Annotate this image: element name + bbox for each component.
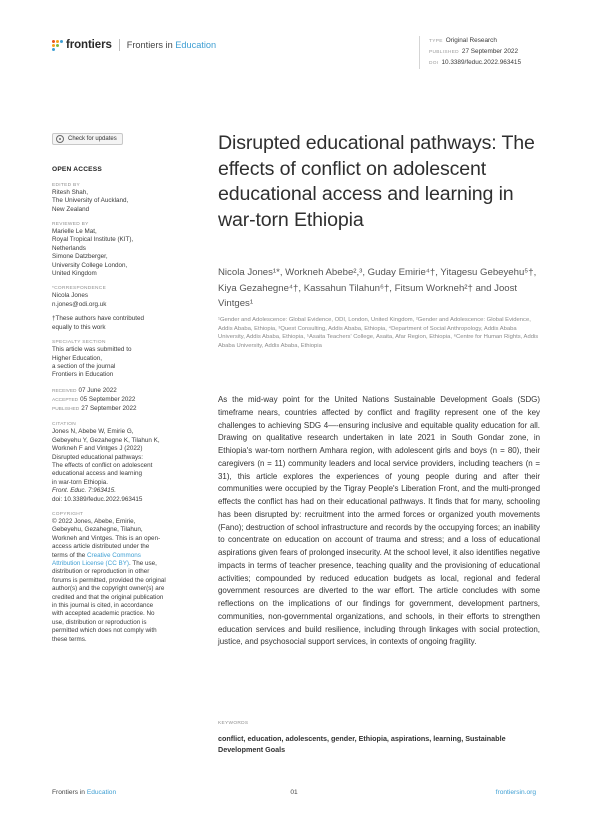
editor-line: New Zealand <box>52 205 90 213</box>
published-date: PUBLISHED 27 September 2022 <box>52 405 137 413</box>
journal-title: Education <box>175 40 217 50</box>
article-meta <box>419 36 543 69</box>
specialty-line: Frontiers in Education <box>52 371 114 379</box>
update-check-icon <box>56 135 64 143</box>
reviewer-line: Netherlands <box>52 244 86 252</box>
meta-published: PUBLISHED 27 September 2022 <box>429 48 519 55</box>
citation-line: educational access and learning <box>52 470 142 478</box>
received-date: RECEIVED 07 June 2022 <box>52 386 117 394</box>
correspondence-section <box>52 285 166 332</box>
check-for-updates-button[interactable] <box>52 133 123 145</box>
specialty-line: This article was submitted to <box>52 346 132 354</box>
dates-section <box>52 387 166 415</box>
article-title: Disrupted educational pathways: The effects of conflict on adolescent educational access and learning in war-torn Ethiopia <box>218 132 535 231</box>
frontiers-logo-icon <box>52 40 63 51</box>
citation-line: Gebeyehu Y, Gezahegne K, Tilahun K, <box>52 436 160 444</box>
citation-doi[interactable]: doi: 10.3389/feduc.2022.963415 <box>52 495 143 503</box>
specialty-label: SPECIALTY SECTION <box>52 340 106 346</box>
meta-doi[interactable]: DOI 10.3389/feduc.2022.963415 <box>429 59 522 66</box>
journal-prefix: Frontiers in <box>126 40 176 50</box>
specialty-line: Higher Education, <box>52 354 103 362</box>
affiliations: ¹Gender and Adolescence: Global Evidence, ODI, London, United Kingdom, ²Gender and Adolescence: Global Evidence, Addis Ababa, Ethiopia, ³Quest Consulting, Addis Ababa, Ethiopia, ⁴Department of Social Anthropology, Addis Ababa University, Addis Ababa, Ethiopia, ⁵Asaita Teachers' College, Asaita, Afar Region, Ethiopia, ⁶Centre for Human Rights, Addis Ababa University, Addis Ababa, Ethiopia <box>218 317 539 349</box>
logo-divider <box>119 39 120 51</box>
reviewer-line: University College London, <box>52 261 128 269</box>
specialty-section <box>52 339 166 380</box>
correspondent-email[interactable]: n.jones@odi.org.uk <box>52 300 107 308</box>
citation-line: in war-torn Ethiopia. <box>52 478 108 486</box>
reviewer-line: Marielle Le Mat, <box>52 228 97 236</box>
open-access-label: OPEN ACCESS <box>52 166 102 174</box>
copyright-label: COPYRIGHT <box>52 511 84 517</box>
equal-contribution-note: equally to this work <box>52 323 106 331</box>
abstract: As the mid-way point for the United Nations Sustainable Development Goals (SDG) timeframe nears, countries affected by conflict and fragility represent one of the key challenges to achieving SDG 4—-ensuring inclusive and equitable quality education for all. Drawing on qualitative research undertaken in late 2021 in South Gondar zone, in Ethiopia's war-torn northern Amhara region, with adolescent girls and boys (n = 80), their caregivers (n = 11) community leaders and local service providers, including teachers (n = 31), this article explores the experiences of young people during and after their communities were occupied by the Tigray People's Liberation Front, and the multi-pronged effects the conflict has had on their educational pathways. It finds that for many, schooling has been disrupted by: recruitment into the armed forces or organized youth movements (Fano); destruction of school infrastructure and records by the occupying forces; an inability to concentrate on education on account of trauma and stress; and a loss of educational aspirations given fears of prolonged insecurity. At the school level, it also identifies negative impacts in terms of teacher presence, teaching quality and the provisioning of educational activities; compounded by reduced education budgets as local, regional and federal government resources are diverted to the war effort. The article concludes with some reflections on the implications of our findings for government, development partners, communities, non-governmental organizations, and schools, in their efforts to strengthen education services and build resilience, including through linkages with social protection, justice, and psychosocial support services, in contexts of ongoing fragility. <box>218 395 540 647</box>
citation-label: CITATION <box>52 422 77 428</box>
keywords: conflict, education, adolescents, gender, Ethiopia, aspirations, learning, Sustainable Development Goals <box>218 734 506 754</box>
edited-by-section <box>52 182 166 214</box>
copyright-text: © 2022 Jones, Abebe, Emirie, Gebeyehu, Gezahegne, Tilahun, Workneh and Vintges. This is an open-access article distributed under the terms of the Creative Commons Attribution License (CC BY). The use, distribution or reproduction in other forums is permitted, provided the original author(s) and the copyright owner(s) are credited and that the original publication in this journal is cited, in accordance with accepted academic practice. No use, distribution or reproduction is permitted which does not comply with these terms. <box>52 517 166 643</box>
footer-journal: Frontiers in Education <box>52 789 117 796</box>
citation-line: Disrupted educational pathways: <box>52 453 144 461</box>
reviewer-line: Royal Tropical Institute (KIT), <box>52 236 134 244</box>
footer-site-link[interactable]: frontiersin.org <box>495 789 536 796</box>
reviewer-line: United Kingdom <box>52 270 97 278</box>
citation-line: Jones N, Abebe W, Emirie G, <box>52 428 134 436</box>
citation-line: Workneh F and Vintges J (2022) <box>52 445 143 453</box>
meta-type: TYPE Original Research <box>429 37 497 44</box>
article-sidebar <box>52 133 166 644</box>
page-footer <box>52 789 536 799</box>
reviewed-by-section <box>52 221 166 278</box>
citation-journal: Front. Educ. 7:963415. <box>52 487 117 495</box>
copyright-section <box>52 511 166 644</box>
citation-section <box>52 421 166 504</box>
reviewed-by-label: REVIEWED BY <box>52 222 89 228</box>
keywords-label: KEYWORDS <box>218 721 249 726</box>
specialty-line: a section of the journal <box>52 362 116 370</box>
correspondence-label: *CORRESPONDENCE <box>52 286 107 292</box>
check-updates-label: Check for updates <box>68 135 117 142</box>
accepted-date: ACCEPTED 05 September 2022 <box>52 395 136 403</box>
citation-line: The effects of conflict on adolescent <box>52 461 153 469</box>
page-header <box>52 36 542 66</box>
editor-line: The University of Auckland, <box>52 197 129 205</box>
author-list: Nicola Jones¹*, Workneh Abebe²,³, Guday Emirie⁴†, Yitagesu Gebeyehu⁵†, Kiya Gezahegne⁴†, Kassahun Tilahun⁶†, Fitsum Workneh²† and Joost Vintges¹ <box>218 267 537 310</box>
edited-by-label: EDITED BY <box>52 182 81 188</box>
equal-contribution-note: †These authors have contributed <box>52 315 145 323</box>
page-number: 01 <box>290 789 298 796</box>
frontiers-logo[interactable] <box>52 39 216 51</box>
reviewer-line: Simone Datzberger, <box>52 253 108 261</box>
logo-wordmark: frontiers <box>66 39 112 51</box>
editor-line: Ritesh Shah, <box>52 188 89 196</box>
cc-by-license-link[interactable]: Creative Commons Attribution License (CC BY) <box>52 551 141 568</box>
correspondent-name: Nicola Jones <box>52 292 89 300</box>
journal-name <box>127 40 216 50</box>
